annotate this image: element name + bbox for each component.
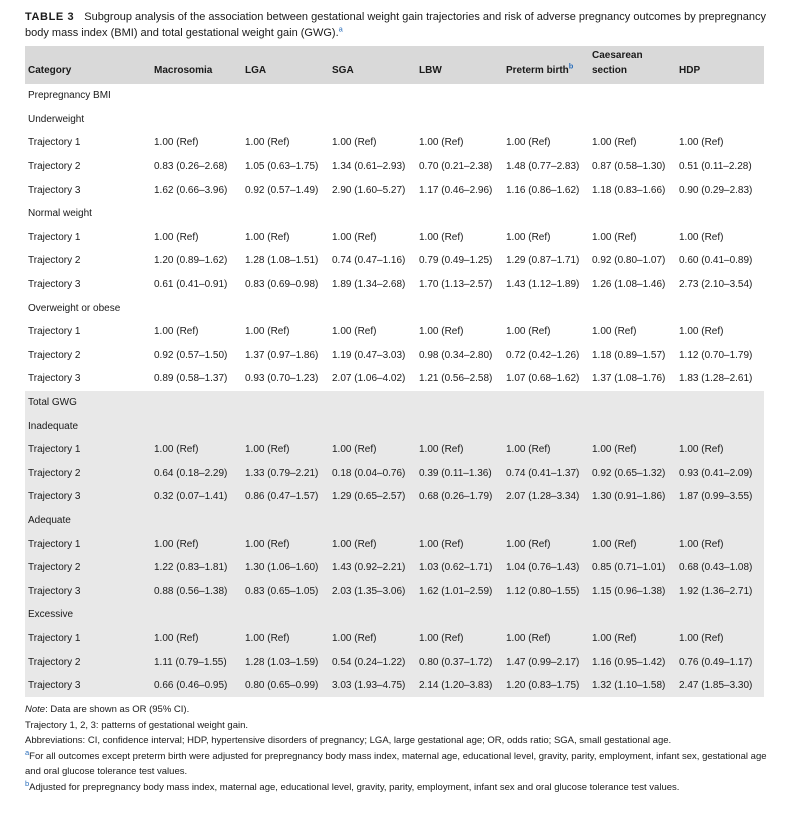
note-label: Note	[25, 704, 46, 715]
table-cell: 1.34 (0.61–2.93)	[332, 161, 406, 173]
table-cell: 0.51 (0.11–2.28)	[679, 161, 752, 173]
table-row	[25, 438, 764, 462]
table-cell: 1.00 (Ref)	[151, 438, 242, 462]
col-header-lbw: LBW	[416, 46, 503, 84]
caption-text: Subgroup analysis of the association between gestational weight gain trajectories and risk of adverse pregnancy outcomes by prepregnancy body mass index (BMI) and total gestational weight gain (GWG).	[25, 11, 767, 39]
table-cell: 2.07 (1.28–3.34)	[503, 485, 589, 509]
table-cell: 1.00 (Ref)	[245, 231, 290, 243]
table-cell: 0.76 (0.49–1.17)	[676, 650, 764, 674]
table-notes	[25, 702, 770, 795]
table-cell: 1.12 (0.70–1.79)	[679, 349, 753, 361]
table-cell: 1.00 (Ref)	[154, 137, 199, 149]
table-cell: 0.93 (0.41–2.09)	[676, 462, 764, 486]
subgroup-label: Normal weight	[28, 208, 92, 220]
table-cell: 1.26 (1.08–1.46)	[592, 279, 666, 291]
trajectory-label: Trajectory 2	[28, 349, 81, 361]
table-cell: 0.72 (0.42–1.26)	[506, 349, 580, 361]
table-cell: 2.73 (2.10–3.54)	[679, 279, 753, 291]
table-cell: 1.00 (Ref)	[151, 532, 242, 556]
table-cell: 0.39 (0.11–1.36)	[416, 462, 503, 486]
table-cell: 1.37 (1.08–1.76)	[592, 373, 666, 385]
table-cell: 1.11 (0.79–1.55)	[151, 650, 242, 674]
table-cell: 0.87 (0.58–1.30)	[592, 161, 666, 173]
table-cell: 1.62 (0.66–3.96)	[154, 184, 228, 196]
table-row	[25, 556, 764, 580]
table-cell: 0.86 (0.47–1.57)	[242, 485, 329, 509]
table-cell: 1.00 (Ref)	[503, 532, 589, 556]
table-cell: 0.98 (0.34–2.80)	[419, 349, 493, 361]
table-row	[25, 650, 764, 674]
table-cell: 0.80 (0.37–1.72)	[416, 650, 503, 674]
table-cell: 0.83 (0.69–0.98)	[245, 279, 319, 291]
table-cell: 0.64 (0.18–2.29)	[151, 462, 242, 486]
subgroup-row	[25, 202, 764, 226]
table-cell: 1.28 (1.08–1.51)	[245, 255, 319, 267]
table-cell: 0.83 (0.65–1.05)	[242, 579, 329, 603]
table-cell: 1.89 (1.34–2.68)	[332, 279, 406, 291]
table-cell: 1.00 (Ref)	[592, 231, 637, 243]
table-cell: 1.00 (Ref)	[332, 231, 377, 243]
table-cell: 1.00 (Ref)	[419, 326, 464, 338]
table-cell: 1.33 (0.79–2.21)	[242, 462, 329, 486]
table-cell: 2.47 (1.85–3.30)	[676, 674, 764, 698]
table-cell: 1.00 (Ref)	[589, 532, 676, 556]
col-header-preterm-birth	[503, 46, 589, 84]
table-cell: 1.20 (0.83–1.75)	[503, 674, 589, 698]
table-cell: 1.22 (0.83–1.81)	[151, 556, 242, 580]
table-cell: 1.15 (0.96–1.38)	[589, 579, 676, 603]
table-cell: 1.32 (1.10–1.58)	[589, 674, 676, 698]
col-header-sga: SGA	[329, 46, 416, 84]
subgroup-row	[25, 296, 764, 320]
table-cell: 1.00 (Ref)	[506, 326, 551, 338]
table-cell: 1.00 (Ref)	[332, 137, 377, 149]
group-label: Total GWG	[25, 391, 764, 415]
table-cell: 1.00 (Ref)	[676, 438, 764, 462]
table-row	[25, 249, 764, 273]
table-cell: 1.30 (1.06–1.60)	[242, 556, 329, 580]
table-cell: 1.30 (0.91–1.86)	[589, 485, 676, 509]
table-cell: 1.18 (0.83–1.66)	[592, 184, 666, 196]
col-header-macrosomia: Macrosomia	[151, 46, 242, 84]
table-cell: 1.00 (Ref)	[242, 627, 329, 651]
table-cell: 1.29 (0.87–1.71)	[506, 255, 580, 267]
subgroup-row	[25, 414, 764, 438]
table-cell: 0.68 (0.26–1.79)	[416, 485, 503, 509]
table-cell: 0.92 (0.65–1.32)	[589, 462, 676, 486]
table-row	[25, 344, 764, 368]
table-cell: 1.04 (0.76–1.43)	[503, 556, 589, 580]
table-row	[25, 532, 764, 556]
table-row	[25, 579, 764, 603]
table-cell: 2.07 (1.06–4.02)	[332, 373, 406, 385]
table-row	[25, 131, 764, 155]
footnote-a	[25, 749, 770, 780]
table-row	[25, 674, 764, 698]
table-cell: 0.93 (0.70–1.23)	[245, 373, 319, 385]
table-cell: 1.00 (Ref)	[245, 137, 290, 149]
subgroup-label: Underweight	[28, 113, 85, 125]
subgroup-label: Inadequate	[25, 414, 764, 438]
table-cell: 0.92 (0.57–1.50)	[154, 349, 228, 361]
table-cell: 1.48 (0.77–2.83)	[506, 161, 580, 173]
table-cell: 1.05 (0.63–1.75)	[245, 161, 319, 173]
table-cell: 1.83 (1.28–2.61)	[679, 373, 753, 385]
caption-footnote-mark: a	[338, 24, 343, 34]
trajectory-label: Trajectory 2	[25, 650, 151, 674]
table-row	[25, 178, 764, 202]
table-cell: 0.60 (0.41–0.89)	[679, 255, 753, 267]
table-header	[25, 46, 764, 84]
footnote-a-mark: a	[25, 747, 30, 757]
footnote-a-text: For all outcomes except preterm birth were adjusted for prepregnancy body mass index, maternal age, educational level, gravity, parity, employment, infant sex, gestational age and oral glucose tolerance test values.	[25, 750, 767, 777]
table-cell: 1.00 (Ref)	[676, 627, 764, 651]
subgroup-table	[25, 46, 764, 697]
table-cell: 0.66 (0.46–0.95)	[151, 674, 242, 698]
table-row	[25, 320, 764, 344]
table-cell: 1.00 (Ref)	[154, 231, 199, 243]
trajectory-label: Trajectory 3	[28, 373, 81, 385]
table-cell: 1.16 (0.95–1.42)	[589, 650, 676, 674]
footnote-b-text: Adjusted for prepregnancy body mass index, maternal age, educational level, gravity, parity, employment, infant sex and oral glucose tolerance test values.	[29, 781, 680, 793]
table-cell: 1.43 (0.92–2.21)	[329, 556, 416, 580]
col-header-lga: LGA	[242, 46, 329, 84]
table-cell: 1.47 (0.99–2.17)	[503, 650, 589, 674]
table-body	[25, 84, 764, 697]
trajectory-label: Trajectory 1	[25, 532, 151, 556]
trajectory-label: Trajectory 2	[28, 161, 81, 173]
trajectory-label: Trajectory 2	[25, 462, 151, 486]
table-cell: 1.00 (Ref)	[329, 627, 416, 651]
trajectory-label: Trajectory 3	[28, 184, 81, 196]
table-cell: 1.00 (Ref)	[154, 326, 199, 338]
trajectory-note: Trajectory 1, 2, 3: patterns of gestational weight gain.	[25, 719, 249, 731]
table-cell: 0.92 (0.57–1.49)	[245, 184, 319, 196]
trajectory-label: Trajectory 3	[25, 579, 151, 603]
table-cell: 1.00 (Ref)	[592, 137, 637, 149]
group-label: Prepregnancy BMI	[28, 90, 111, 102]
table-cell: 1.00 (Ref)	[679, 326, 724, 338]
footnote-b-mark: b	[25, 778, 30, 788]
table-cell: 1.43 (1.12–1.89)	[506, 279, 580, 291]
table-cell: 0.90 (0.29–2.83)	[679, 184, 753, 196]
table-cell: 1.07 (0.68–1.62)	[506, 373, 580, 385]
col-header-caesarean-section: Caesarean section	[589, 46, 676, 84]
table-cell: 1.00 (Ref)	[151, 627, 242, 651]
table-cell: 2.14 (1.20–3.83)	[416, 674, 503, 698]
subgroup-row	[25, 603, 764, 627]
table-cell: 0.32 (0.07–1.41)	[151, 485, 242, 509]
trajectory-label: Trajectory 1	[25, 627, 151, 651]
table-row	[25, 462, 764, 486]
table-caption	[25, 9, 773, 41]
note-line	[25, 702, 770, 718]
table-cell: 1.00 (Ref)	[329, 532, 416, 556]
table-cell: 1.87 (0.99–3.55)	[676, 485, 764, 509]
group-row	[25, 391, 764, 415]
table-cell: 0.89 (0.58–1.37)	[154, 373, 228, 385]
preterm-footnote-mark: b	[568, 61, 574, 71]
table-cell: 0.79 (0.49–1.25)	[419, 255, 493, 267]
table-cell: 1.62 (1.01–2.59)	[416, 579, 503, 603]
table-cell: 0.88 (0.56–1.38)	[151, 579, 242, 603]
table-cell: 2.90 (1.60–5.27)	[332, 184, 406, 196]
table-label: TABLE 3	[25, 11, 75, 23]
table-cell: 3.03 (1.93–4.75)	[329, 674, 416, 698]
table-cell: 0.83 (0.26–2.68)	[154, 161, 228, 173]
table-cell: 1.17 (0.46–2.96)	[419, 184, 493, 196]
table-cell: 1.03 (0.62–1.71)	[416, 556, 503, 580]
table-cell: 1.00 (Ref)	[416, 438, 503, 462]
note-text: : Data are shown as OR (95% CI).	[45, 704, 190, 715]
table-cell: 1.12 (0.80–1.55)	[503, 579, 589, 603]
table-cell: 1.00 (Ref)	[506, 231, 551, 243]
subgroup-label: Overweight or obese	[28, 302, 121, 314]
trajectory-label: Trajectory 2	[28, 255, 81, 267]
table-cell: 0.70 (0.21–2.38)	[419, 161, 493, 173]
table-cell: 0.54 (0.24–1.22)	[329, 650, 416, 674]
trajectory-label: Trajectory 1	[25, 438, 151, 462]
table-cell: 1.00 (Ref)	[679, 137, 724, 149]
table-cell: 1.00 (Ref)	[245, 326, 290, 338]
table-cell: 0.74 (0.41–1.37)	[503, 462, 589, 486]
table-cell: 0.18 (0.04–0.76)	[329, 462, 416, 486]
table-cell: 1.00 (Ref)	[242, 532, 329, 556]
table-cell: 1.19 (0.47–3.03)	[332, 349, 406, 361]
table-cell: 1.92 (1.36–2.71)	[676, 579, 764, 603]
table-cell: 0.68 (0.43–1.08)	[676, 556, 764, 580]
table-cell: 1.00 (Ref)	[242, 438, 329, 462]
table-cell: 1.37 (0.97–1.86)	[245, 349, 319, 361]
table-cell: 1.00 (Ref)	[592, 326, 637, 338]
table-cell: 1.00 (Ref)	[503, 627, 589, 651]
table-cell: 1.00 (Ref)	[506, 137, 551, 149]
subgroup-row	[25, 509, 764, 533]
subgroup-row	[25, 108, 764, 132]
trajectory-label: Trajectory 3	[25, 485, 151, 509]
table-cell: 1.20 (0.89–1.62)	[154, 255, 228, 267]
table-cell: 0.61 (0.41–0.91)	[154, 279, 228, 291]
table-cell: 2.03 (1.35–3.06)	[329, 579, 416, 603]
table-cell: 1.00 (Ref)	[676, 532, 764, 556]
table-cell: 1.00 (Ref)	[419, 231, 464, 243]
footnote-b	[25, 780, 770, 796]
table-cell: 0.80 (0.65–0.99)	[242, 674, 329, 698]
table-cell: 1.00 (Ref)	[589, 627, 676, 651]
table-cell: 1.00 (Ref)	[329, 438, 416, 462]
table-cell: 1.00 (Ref)	[332, 326, 377, 338]
col-header-category: Category	[25, 46, 151, 84]
table-cell: 1.00 (Ref)	[503, 438, 589, 462]
table-cell: 1.00 (Ref)	[416, 532, 503, 556]
table-cell: 0.74 (0.47–1.16)	[332, 255, 406, 267]
table-cell: 1.28 (1.03–1.59)	[242, 650, 329, 674]
table-cell: 1.00 (Ref)	[416, 627, 503, 651]
table-row	[25, 273, 764, 297]
table-row	[25, 367, 764, 391]
subgroup-label: Excessive	[25, 603, 764, 627]
col-header-hdp: HDP	[676, 46, 764, 84]
trajectory-label: Trajectory 1	[28, 231, 81, 243]
col-header-preterm-label: Preterm birth	[506, 65, 569, 76]
abbreviations-note: Abbreviations: CI, confidence interval; HDP, hypertensive disorders of pregnancy; LGA, large gestational age; OR, odds ratio; SGA, small gestational age.	[25, 735, 672, 746]
table-row	[25, 226, 764, 250]
table-cell: 1.18 (0.89–1.57)	[592, 349, 666, 361]
table-cell: 0.92 (0.80–1.07)	[592, 255, 666, 267]
table-row	[25, 155, 764, 179]
subgroup-label: Adequate	[25, 509, 764, 533]
table-cell: 0.85 (0.71–1.01)	[589, 556, 676, 580]
table-cell: 1.00 (Ref)	[419, 137, 464, 149]
table-row	[25, 485, 764, 509]
table-cell: 1.29 (0.65–2.57)	[329, 485, 416, 509]
trajectory-label: Trajectory 3	[28, 279, 81, 291]
trajectory-label: Trajectory 2	[25, 556, 151, 580]
table-cell: 1.00 (Ref)	[589, 438, 676, 462]
table-row	[25, 627, 764, 651]
table-cell: 1.00 (Ref)	[679, 231, 724, 243]
table-cell: 1.70 (1.13–2.57)	[419, 279, 493, 291]
trajectory-label: Trajectory 1	[28, 137, 81, 149]
table-cell: 1.21 (0.56–2.58)	[419, 373, 493, 385]
table-cell: 1.16 (0.86–1.62)	[506, 184, 580, 196]
group-row	[25, 84, 764, 108]
trajectory-label: Trajectory 3	[25, 674, 151, 698]
trajectory-label: Trajectory 1	[28, 326, 81, 338]
